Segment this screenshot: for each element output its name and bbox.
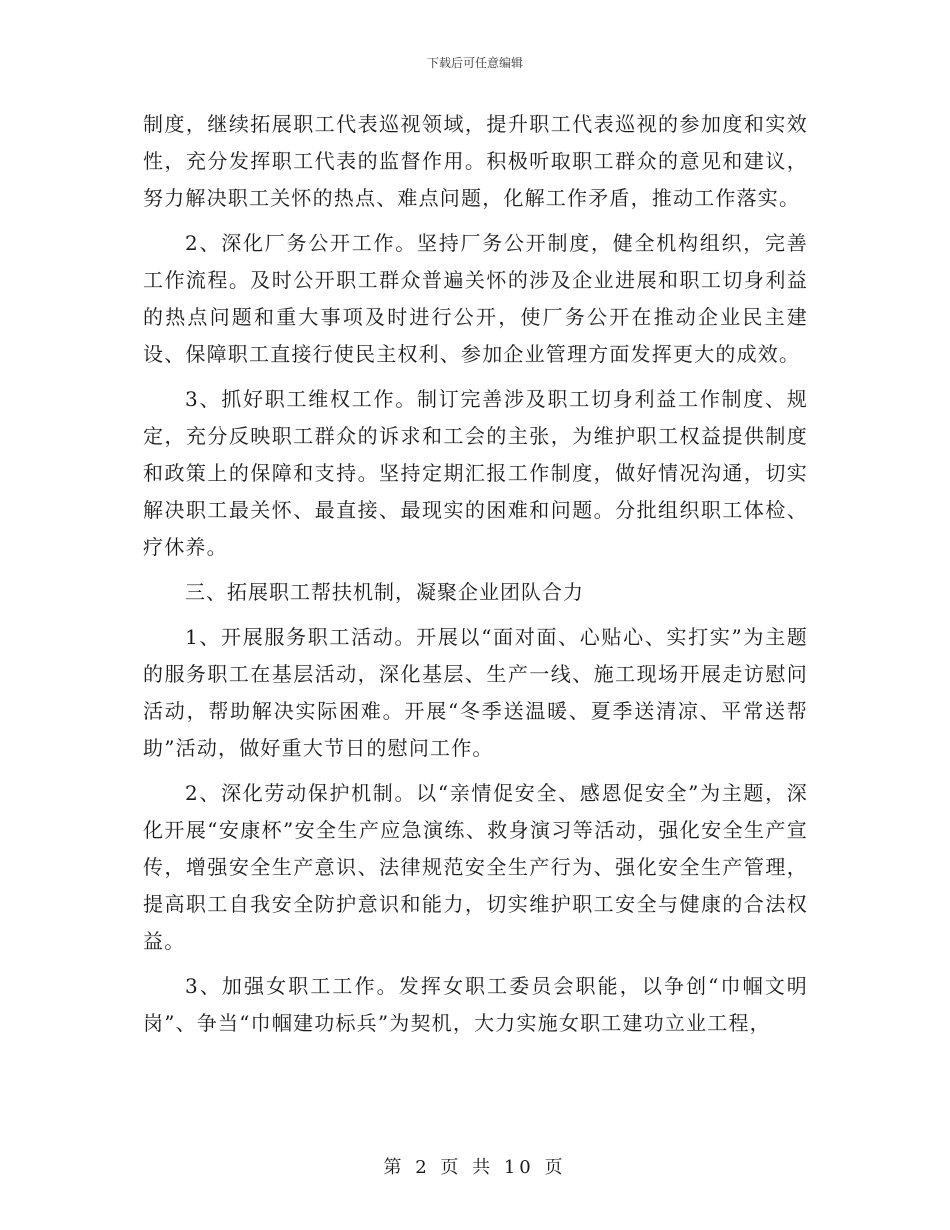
header-note: 下载后可任意编辑 <box>426 56 523 70</box>
paragraph-item-3-female-workers: 3、加强女职工工作。发挥女职工委员会职能，以争创“巾帼文明岗”、争当“巾帼建功标兵”为契机，大力实施女职工建功立业工程， <box>143 974 808 1035</box>
paragraph-item-2-factory-affairs: 2、深化厂务公开工作。坚持厂务公开制度，健全机构组织，完善工作流程。及时公开职工群众普遍关怀的涉及企业进展和职工切身利益的热点问题和重大事项及时进行公开，使厂务公开在推动企业民主建设、保障职工直接行使民主权利、参加企业管理方面发挥更大的成效。 <box>143 231 808 366</box>
paragraph-item-3-rights-protection: 3、抓好职工维权工作。制订完善涉及职工切身利益工作制度、规定，充分反映职工群众的诉求和工会的主张，为维护职工权益提供制度和政策上的保障和支持。坚持定期汇报工作制度，做好情况沟通，切实解决职工最关怀、最直接、最现实的困难和问题。分批组织职工体检、疗休养。 <box>143 387 808 559</box>
paragraph-item-2-labor-protection: 2、深化劳动保护机制。以“亲情促安全、感恩促安全”为主题，深化开展“安康杯”安全生产应急演练、救身演习等活动，强化安全生产宣传，增强安全生产意识、法律规范安全生产行为、强化安全生产管理，提高职工自我安全防护意识和能力，切实维护职工安全与健康的合法权益。 <box>143 781 808 953</box>
paragraph-item-1-service-activities: 1、开展服务职工活动。开展以“面对面、心贴心、实打实”为主题的服务职工在基层活动，深化基层、生产一线、施工现场开展走访慰问活动，帮助解决实际困难。开展“冬季送温暖、夏季送清凉、平常送帮助”活动，做好重大节日的慰问工作。 <box>143 625 808 760</box>
page-number-footer: 第 2 页 共 10 页 <box>383 1157 567 1178</box>
section-heading-3: 三、拓展职工帮扶机制，凝聚企业团队合力 <box>185 580 584 604</box>
paragraph-continuation: 制度，继续拓展职工代表巡视领域，提升职工代表巡视的参加度和实效性，充分发挥职工代表的监督作用。积极听取职工群众的意见和建议，努力解决职工关怀的热点、难点问题，化解工作矛盾，推动工作落实。 <box>143 112 808 210</box>
document-body <box>143 106 808 1050</box>
